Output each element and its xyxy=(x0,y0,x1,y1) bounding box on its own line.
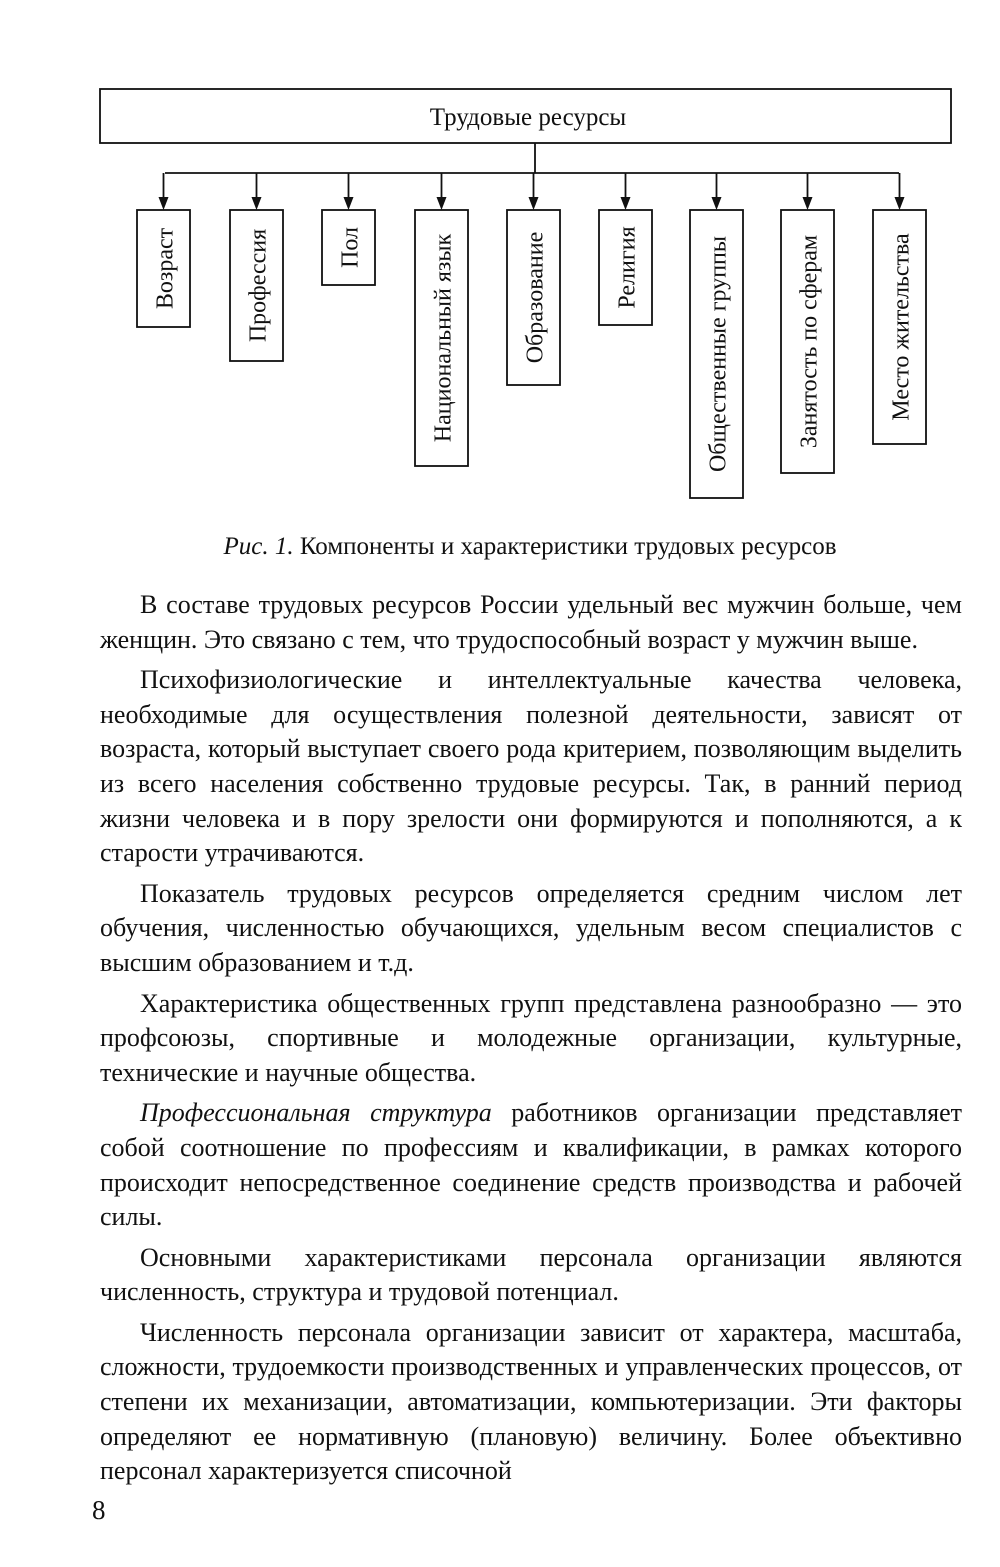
term-emphasis: Профессиональная структура xyxy=(140,1098,492,1128)
paragraph: Показатель трудовых ресурсов определяется средним числом лет обучения, численностью обучающихся, удельным весом специалистов с высшим образованием и т.д. xyxy=(100,878,962,977)
arrow-head-icon xyxy=(895,197,905,210)
component-label: Общественные группы xyxy=(705,235,732,473)
arrow-head-icon xyxy=(529,197,539,210)
arrow-head-icon xyxy=(344,197,354,210)
arrow-head-icon xyxy=(621,197,631,210)
arrow-head-icon xyxy=(437,197,447,210)
paragraph: Характеристика общественных групп представлена разнообразно — это профсоюзы, спортивные и молодежные организации, культурные, технические и научные общества. xyxy=(100,988,962,1087)
arrow-head-icon xyxy=(252,197,262,210)
component-label: Профессия xyxy=(245,228,272,343)
root-label: Трудовые ресурсы xyxy=(429,104,627,131)
arrow-head-icon xyxy=(712,197,722,210)
paragraph: Психофизиологические и интеллектуальные качества человека, необходимые для осуществления полезной деятельности, зависят от возраста, который выступает своего рода критерием, позволяющим выделить из всего населения собственно трудовые ресурсы. Так, в ранний период жизни человека и в пору зрелости они формируются и пополняются, а к старости утрачиваются. xyxy=(100,665,962,868)
component-label: Образование xyxy=(522,231,549,364)
caption-text: Компоненты и характеристики трудовых ресурсов xyxy=(299,533,837,560)
arrow-head-icon xyxy=(803,197,813,210)
component-label: Национальный язык xyxy=(430,233,457,443)
paragraph: Основными характеристиками персонала организации являются численность, структура и трудовой потенциал. xyxy=(100,1242,962,1307)
diagram xyxy=(0,0,1000,520)
component-label: Возраст xyxy=(152,227,179,310)
page-number: 8 xyxy=(92,1495,106,1525)
component-label: Занятость по сферам xyxy=(796,234,823,449)
body-text xyxy=(100,588,962,1489)
figure-caption xyxy=(100,530,960,564)
paragraph-rest: работников организации представляет собой соотношение по профессиям и квалификации, в рамках которого происходит непосредственное соединение средств производства и рабочей силы. xyxy=(100,1098,962,1232)
arrow-head-icon xyxy=(159,197,169,210)
paragraph xyxy=(100,1096,962,1234)
paragraph: В составе трудовых ресурсов России удельный вес мужчин больше, чем женщин. Это связано с тем, что трудоспособный возраст у мужчин выше. xyxy=(100,590,962,654)
component-label: Место жительства xyxy=(888,233,915,421)
component-label: Пол xyxy=(337,227,364,268)
caption-label: Рис. 1. xyxy=(223,533,294,560)
component-boxes xyxy=(137,173,926,498)
component-label: Религия xyxy=(614,226,641,309)
paragraph: Численность персонала организации зависит от характера, масштаба, сложности, трудоемкости производственных и управленческих процессов, от степени их механизации, автоматизации, компьютеризации. Эти факторы определяют ее нормативную (плановую) величину. Более объективно персонал характеризуется списочной xyxy=(100,1317,962,1486)
